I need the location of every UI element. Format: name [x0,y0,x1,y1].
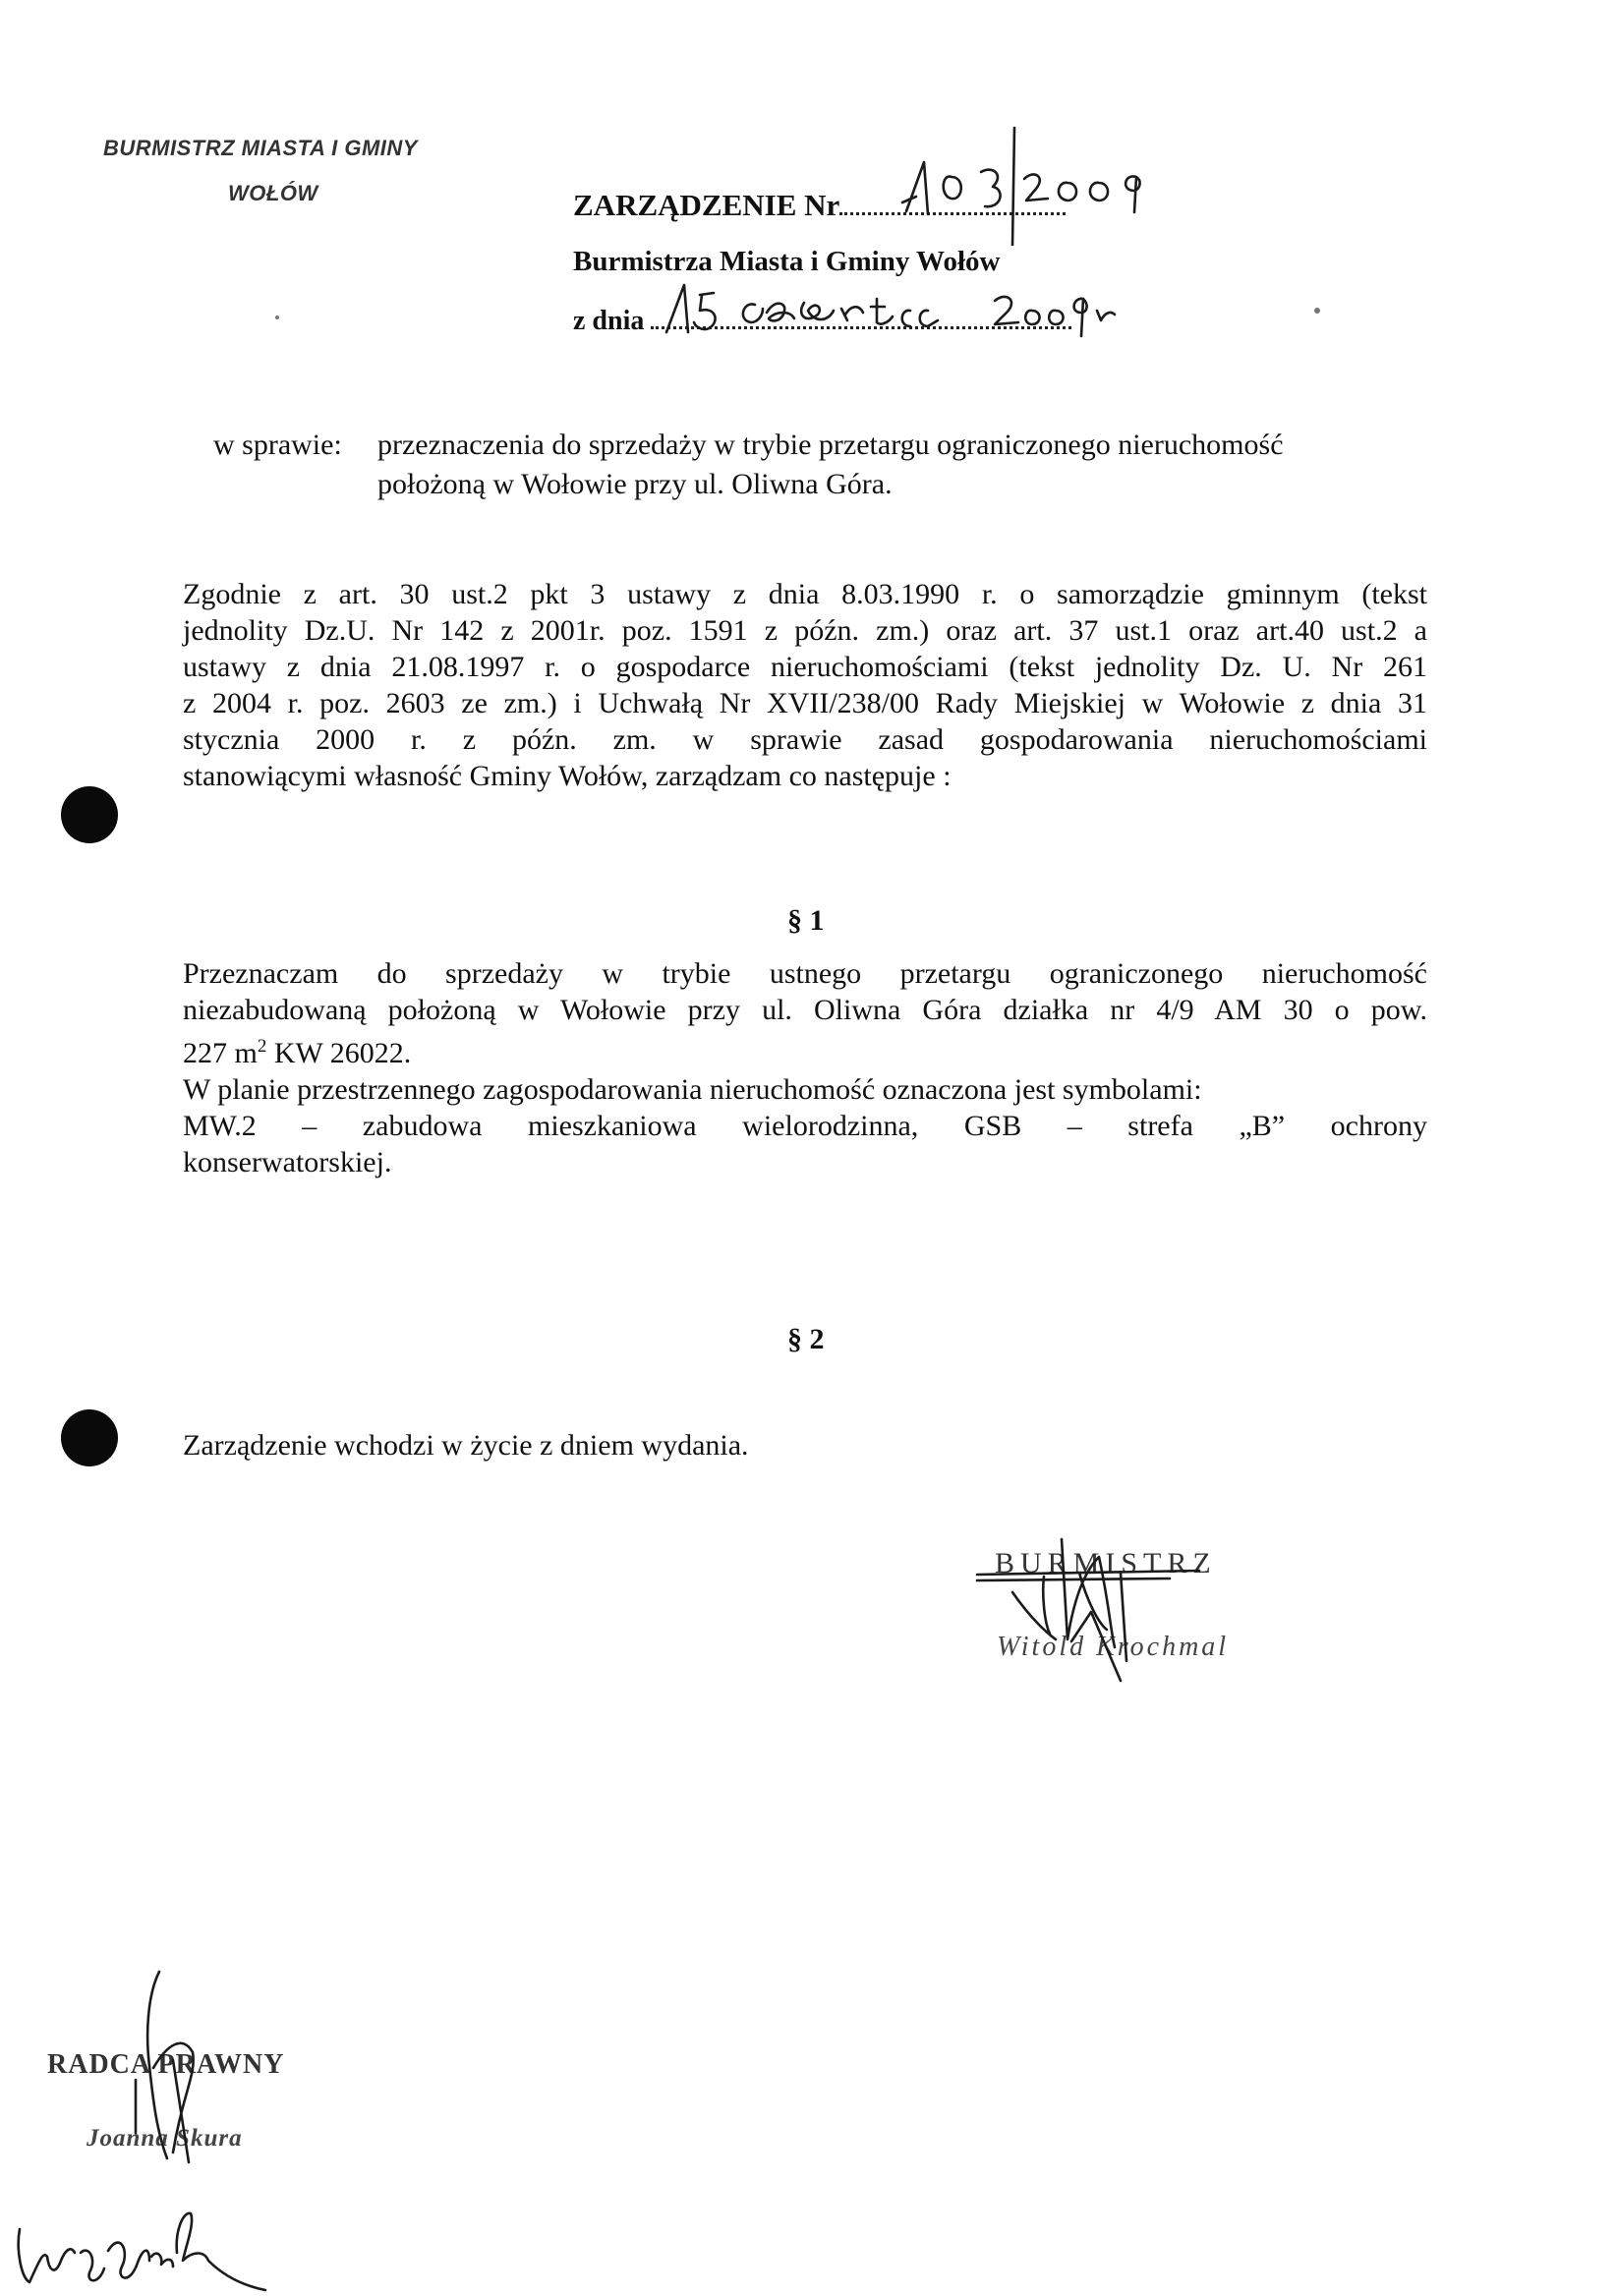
issuing-authority: Burmistrza Miasta i Gminy Wołów [573,246,1001,277]
section-1-heading: § 1 [787,904,825,937]
preamble-line: stycznia 2000 r. z późn. zm. w sprawie zasad gospodarowania nieruchomościami [183,723,1427,756]
section-1-line [183,1028,1427,1071]
ordinance-number-handwritten [895,118,1150,246]
section-2-heading: § 2 [787,1323,825,1355]
section-1-line: niezabudowaną położoną w Wołowie przy ul. Oliwna Góra działka nr 4/9 AM 30 o pow. [183,994,1427,1026]
preamble-line: z 2004 r. poz. 2603 ze zm.) i Uchwałą Nr XVII/238/00 Rady Miejskiej w Wołowie z dnia 31 [183,687,1427,719]
subject-label: w sprawie: [213,429,342,461]
preamble-line: ustawy z dnia 21.08.1997 r. o gospodarce nieruchomościami (tekst jednolity Dz. U. Nr 261 [183,651,1427,683]
mayor-handwritten-signature [973,1533,1229,1700]
land-register-number: KW 26022. [266,1037,412,1069]
preamble-line: Zgodnie z art. 30 ust.2 pkt 3 ustawy z dnia 8.03.1990 r. o samorządzie gminnym (tekst [183,578,1427,610]
section-1-line: Przeznaczam do sprzedaży w trybie ustnego przetargu ograniczonego nieruchomość [183,957,1427,990]
punch-hole [61,786,118,843]
legal-counsel-title: RADCA PRAWNY [47,2049,285,2080]
section-1-line: MW.2 – zabudowa mieszkaniowa wielorodzinna, GSB – strefa „B” ochrony [183,1110,1427,1142]
ordinance-title-label: ZARZĄDZENIE Nr [573,188,840,222]
subject-text-line2: położoną w Wołowie przy ul. Oliwna Góra. [377,468,893,500]
legal-counsel-name: Joanna Skura [87,2125,243,2152]
ordinance-date-handwritten [661,271,1123,340]
section-1-line: W planie przestrzennego zagospodarowania nieruchomość oznaczona jest symbolami: [183,1073,1202,1106]
office-stamp-line1: BURMISTRZ MIASTA I GMINY [103,136,418,160]
area-value: 227 m [183,1037,258,1069]
punch-hole [61,1409,118,1466]
signature-name: Witold Krochmal [997,1632,1230,1662]
legal-counsel-handwritten-signature [0,1966,315,2296]
section-1-line: konserwatorskiej. [183,1146,392,1178]
preamble-line: jednolity Dz.U. Nr 142 z 2001r. poz. 1591 z późn. zm.) oraz art. 37 ust.1 oraz art.40 ust.2 a [183,614,1427,647]
office-stamp-line2: WOŁÓW [228,181,318,205]
section-1-body [183,955,1427,1180]
area-unit-exponent: 2 [257,1036,267,1057]
section-2-text: Zarządzenie wchodzi w życie z dniem wydania. [183,1429,749,1462]
subject-text-line1: przeznaczenia do sprzedaży w trybie przetargu ograniczonego nieruchomość [377,429,1284,461]
scan-speck [1314,301,1320,307]
preamble-line: stanowiącymi własność Gminy Wołów, zarządzam co następuje : [183,760,952,792]
scan-speck [275,307,279,311]
signature-title: BURMISTRZ [995,1547,1217,1579]
preamble [183,576,1427,794]
date-label: z dnia [573,306,645,336]
